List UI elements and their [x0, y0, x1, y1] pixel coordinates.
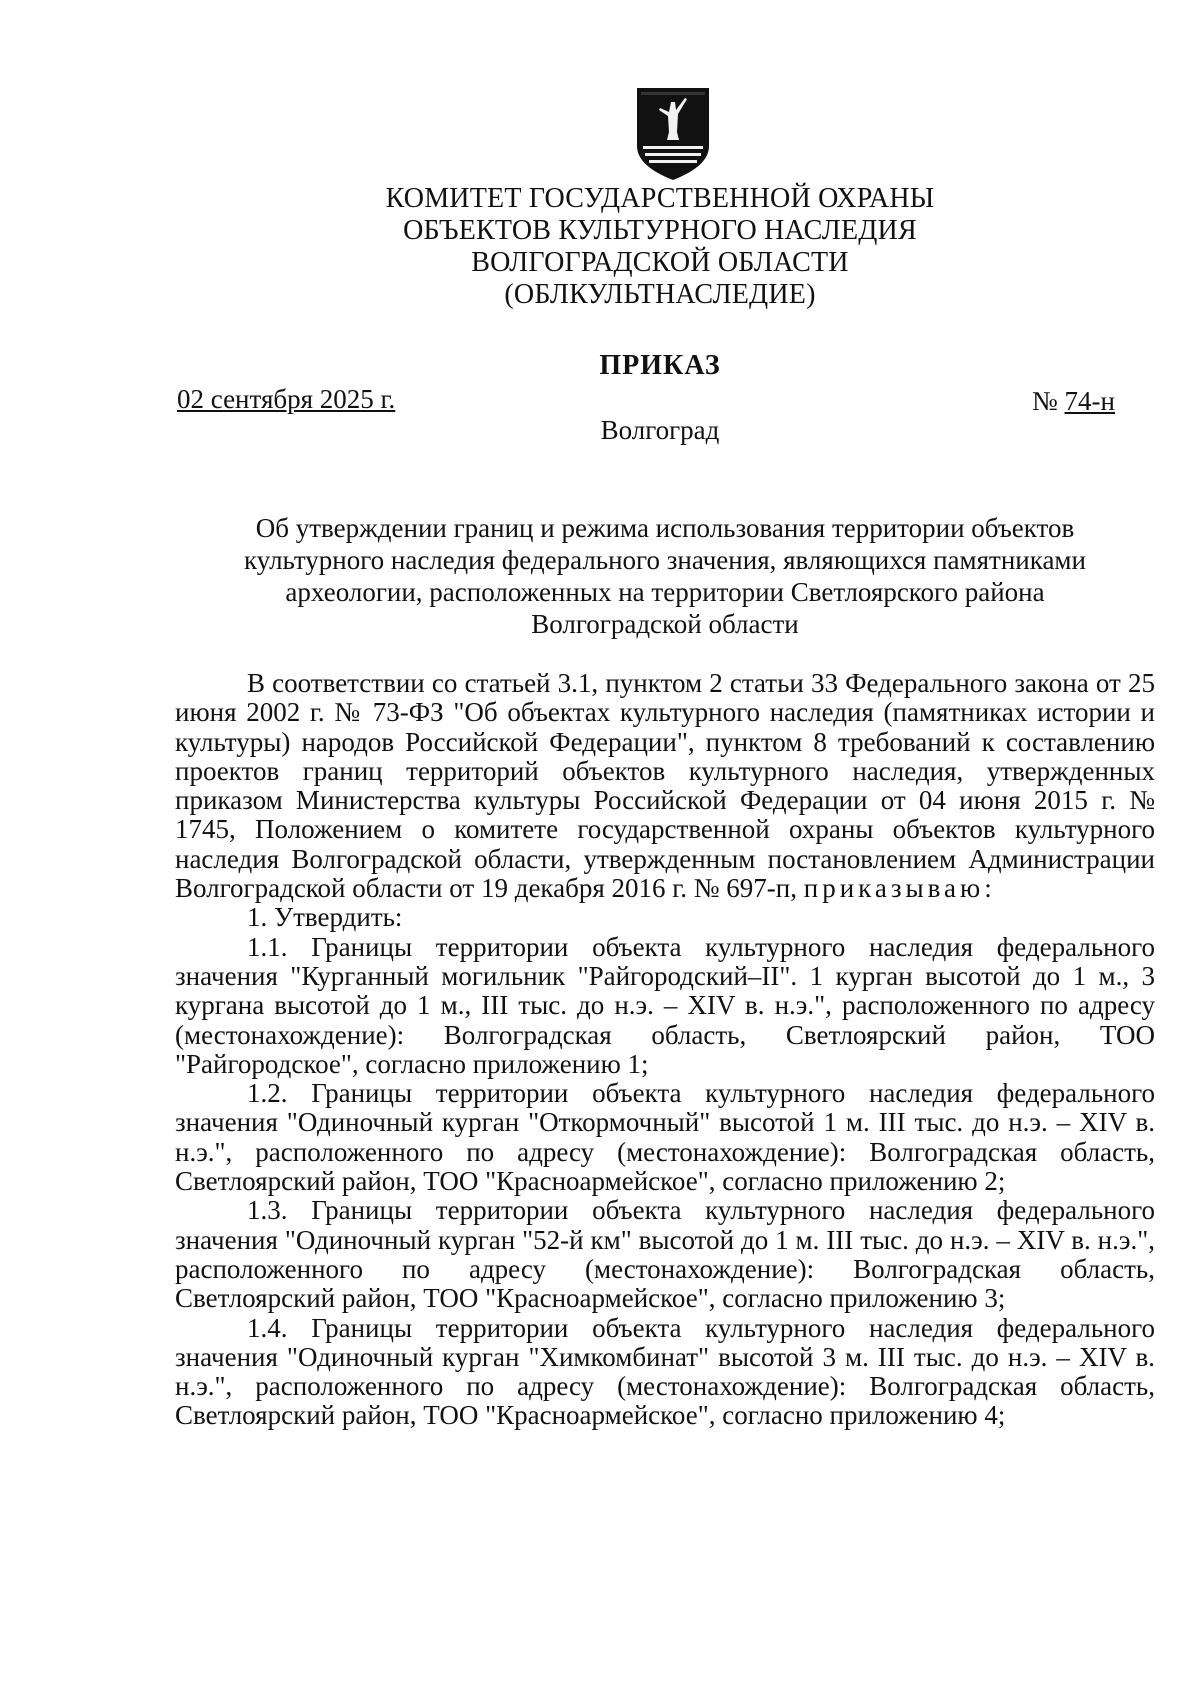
order-number — [1032, 386, 1115, 417]
header-line-1: КОМИТЕТ ГОСУДАРСТВЕННОЙ ОХРАНЫ — [385, 183, 935, 214]
header-line-3: ВОЛГОГРАДСКОЙ ОБЛАСТИ — [471, 247, 849, 278]
item-1-2: 1.2. Границы территории объекта культурного наследия федерального значения "Одиночный курган "Откормочный" высотой 1 м. III тыс. до н.э. – XIV в. н.э.", расположенного по адресу (местонахождение): Волгоградская область, Светлоярский район, ТОО "Красноармейское", согласно приложению 2; — [175, 1078, 1155, 1197]
subject-line-3: археологии, расположенных на территории Светлоярского района — [285, 577, 1045, 607]
preamble-paragraph — [175, 669, 1155, 903]
order-word: приказываю: — [803, 873, 996, 904]
order-city: Волгоград — [600, 415, 720, 445]
order-number-value: 74-н — [1064, 386, 1115, 416]
header-line-4: (ОБЛКУЛЬТНАСЛЕДИЕ) — [504, 279, 816, 310]
item-1-1: 1.1. Границы территории объекта культурного наследия федерального значения "Курганный могильник "Райгородский–II". 1 курган высотой до 1 м., 3 кургана высотой до 1 м., III тыс. до н.э. – XIV в. н.э.", расположенного по адресу (местонахождение): Волгоградская область, Светлоярский район, ТОО "Райгородское", согласно приложению 1; — [175, 931, 1155, 1079]
item-1-3: 1.3. Границы территории объекта культурного наследия федерального значения "Одиночный курган "52-й км" высотой до 1 м. III тыс. до н.э. – XIV в. н.э.", расположенного по адресу (местонахождение): Волгоградская область, Светлоярский район, ТОО "Красноармейское", согласно приложению 3; — [175, 1195, 1155, 1314]
subject-line-4: Волгоградской области — [531, 609, 799, 639]
item-1: 1. Утвердить: — [247, 902, 403, 933]
organization-header — [160, 183, 1160, 311]
order-subject — [200, 512, 1130, 640]
preamble-text: В соответствии со статьей 3.1, пунктом 2 статьи 33 Федерального закона от 25 июня 2002 г. № 73-ФЗ "Об объектах культурного наследия (памятниках истории и культуры) народов Российской Федерации", пунктом 8 требований к составлению проектов границ территорий объектов культурного наследия, утвержденных приказом Министерства культуры Российской Федерации от 04 июня 2015 г. № 1745, Положением о комитете государственной охраны объектов культурного наследия Волгоградской области, утвержденным постановлением Администрации Волгоградской области от 19 декабря 2016 г. № 697-п, — [175, 668, 1155, 904]
subject-line-1: Об утверждении границ и режима использования территории объектов — [255, 513, 1075, 543]
order-body — [175, 669, 1155, 1431]
subject-line-2: культурного наследия федерального значения, являющихся памятниками — [244, 545, 1086, 575]
coat-of-arms-icon — [633, 84, 713, 184]
order-number-prefix: № — [1032, 386, 1065, 416]
order-title: ПРИКАЗ — [599, 350, 721, 381]
header-line-2: ОБЪЕКТОВ КУЛЬТУРНОГО НАСЛЕДИЯ — [403, 215, 917, 246]
item-1-4: 1.4. Границы территории объекта культурного наследия федерального значения "Одиночный курган "Химкомбинат" высотой 3 м. III тыс. до н.э. – XIV в. н.э.", расположенного по адресу (местонахождение): Волгоградская область, Светлоярский район, ТОО "Красноармейское", согласно приложению 4; — [175, 1312, 1155, 1431]
order-date: 02 сентября 2025 г. — [177, 384, 396, 414]
